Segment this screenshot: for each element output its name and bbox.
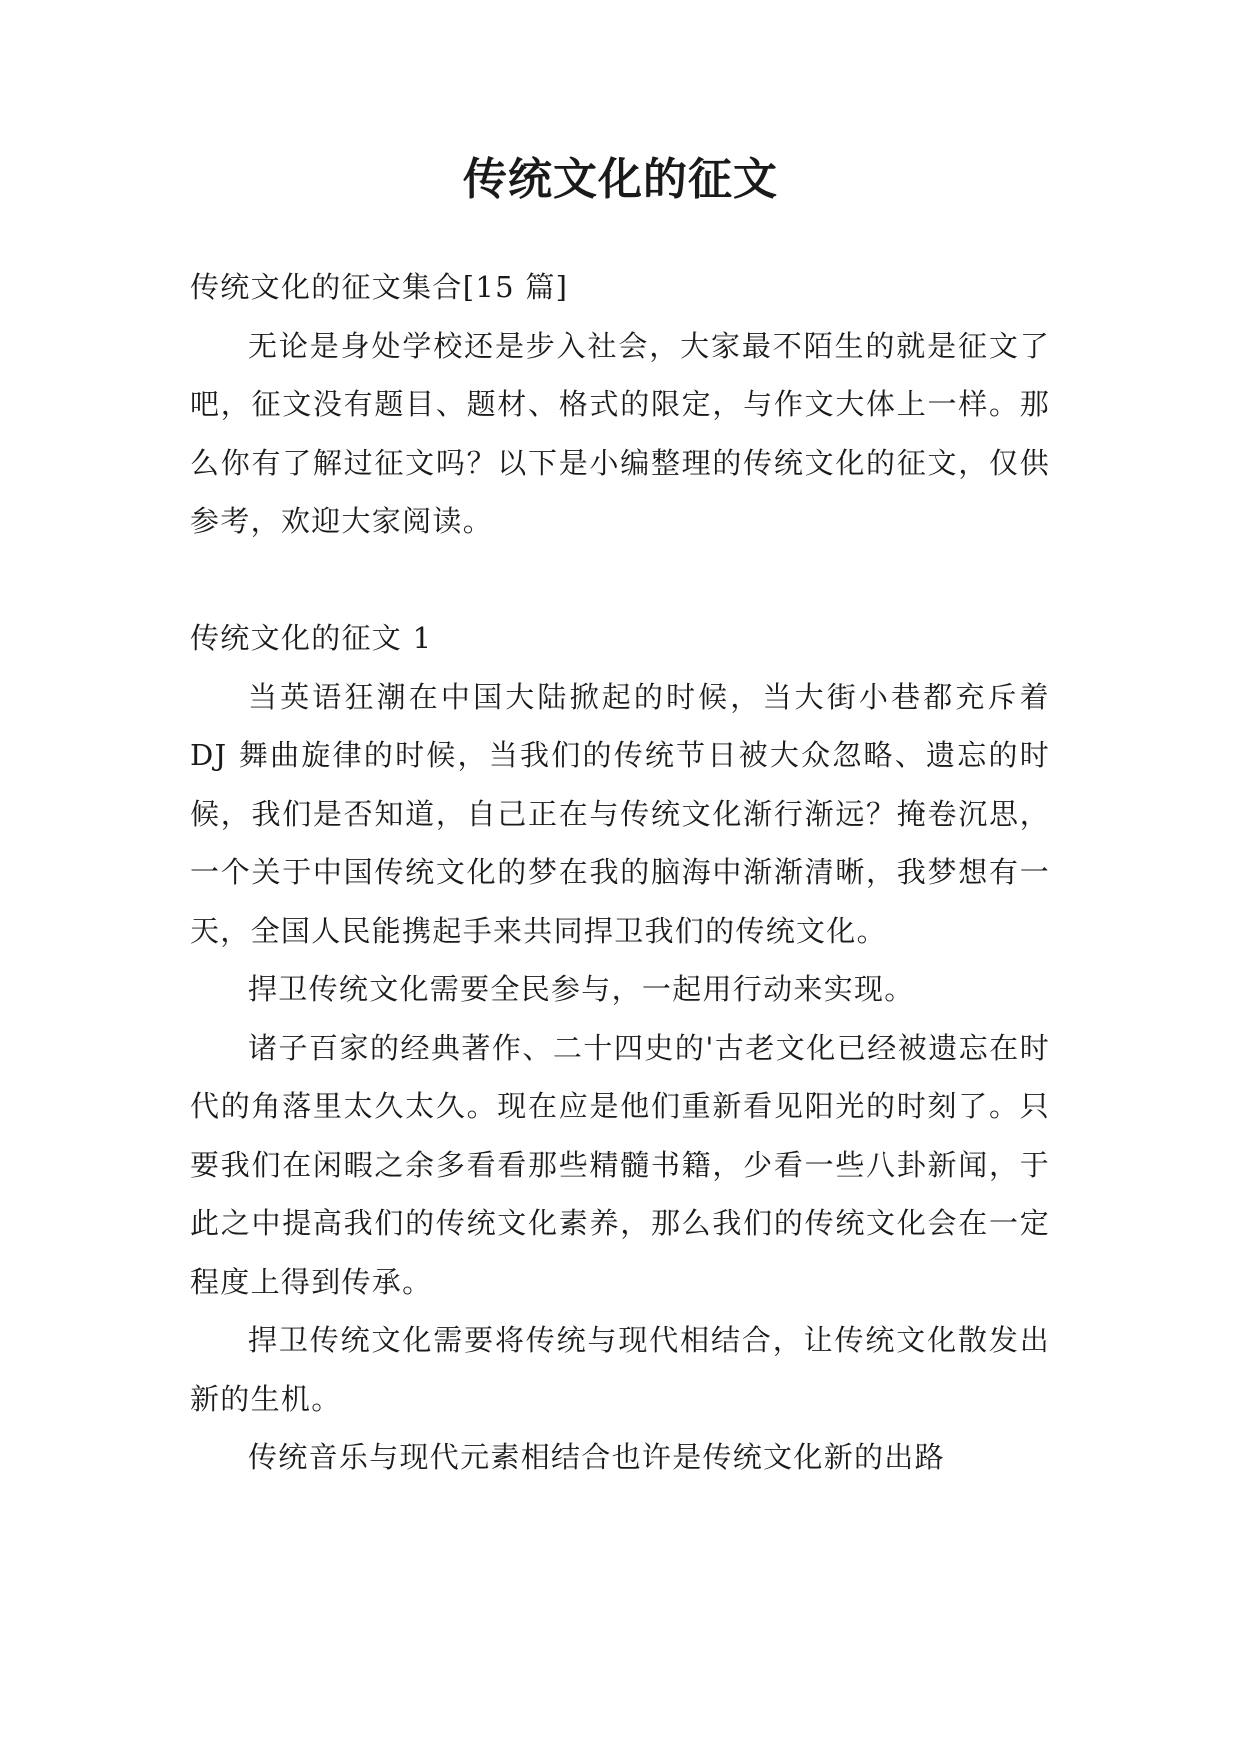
body-paragraph-5: 传统音乐与现代元素相结合也许是传统文化新的出路 [248,1440,945,1474]
body-paragraph-3: 诸子百家的经典著作、二十四史的'古老文化已经被遗忘在时代的角落里太久太久。现在应是他们重新看见阳光的时刻了。只要我们在闲暇之余多看看那些精髓书籍，少看一些八卦新闻，于此之中提高我们的传统文化素养，那么我们的传统文化会在一定程度上得到传承。 [190,1030,1050,1299]
body-paragraph-2: 捍卫传统文化需要全民参与，一起用行动来实现。 [248,972,915,1006]
intro-paragraph: 无论是身处学校还是步入社会，大家最不陌生的就是征文了吧，征文没有题目、题材、格式的限定，与作文大体上一样。那么你有了解过征文吗？以下是小编整理的传统文化的征文，仅供参考，欢迎大家阅读。 [190,328,1050,538]
document-body [190,258,1050,1487]
section-spacer [190,551,1050,610]
section-heading: 传统文化的征文 1 [190,621,433,655]
document-title: 传统文化的征文 [463,154,778,205]
body-paragraph-1: 当英语狂潮在中国大陆掀起的时候，当大街小巷都充斥着 DJ 舞曲旋律的时候，当我们的传统节日被大众忽略、遗忘的时候，我们是否知道，自己正在与传统文化渐行渐远？掩卷沉思，一个关于中国传统文化的梦在我的脑海中渐渐清晰，我梦想有一天，全国人民能携起手来共同捍卫我们的传统文化。 [190,679,1050,948]
body-paragraph-4: 捍卫传统文化需要将传统与现代相结合，让传统文化散发出新的生机。 [190,1323,1050,1416]
collection-heading: 传统文化的征文集合[15 篇] [190,270,569,304]
